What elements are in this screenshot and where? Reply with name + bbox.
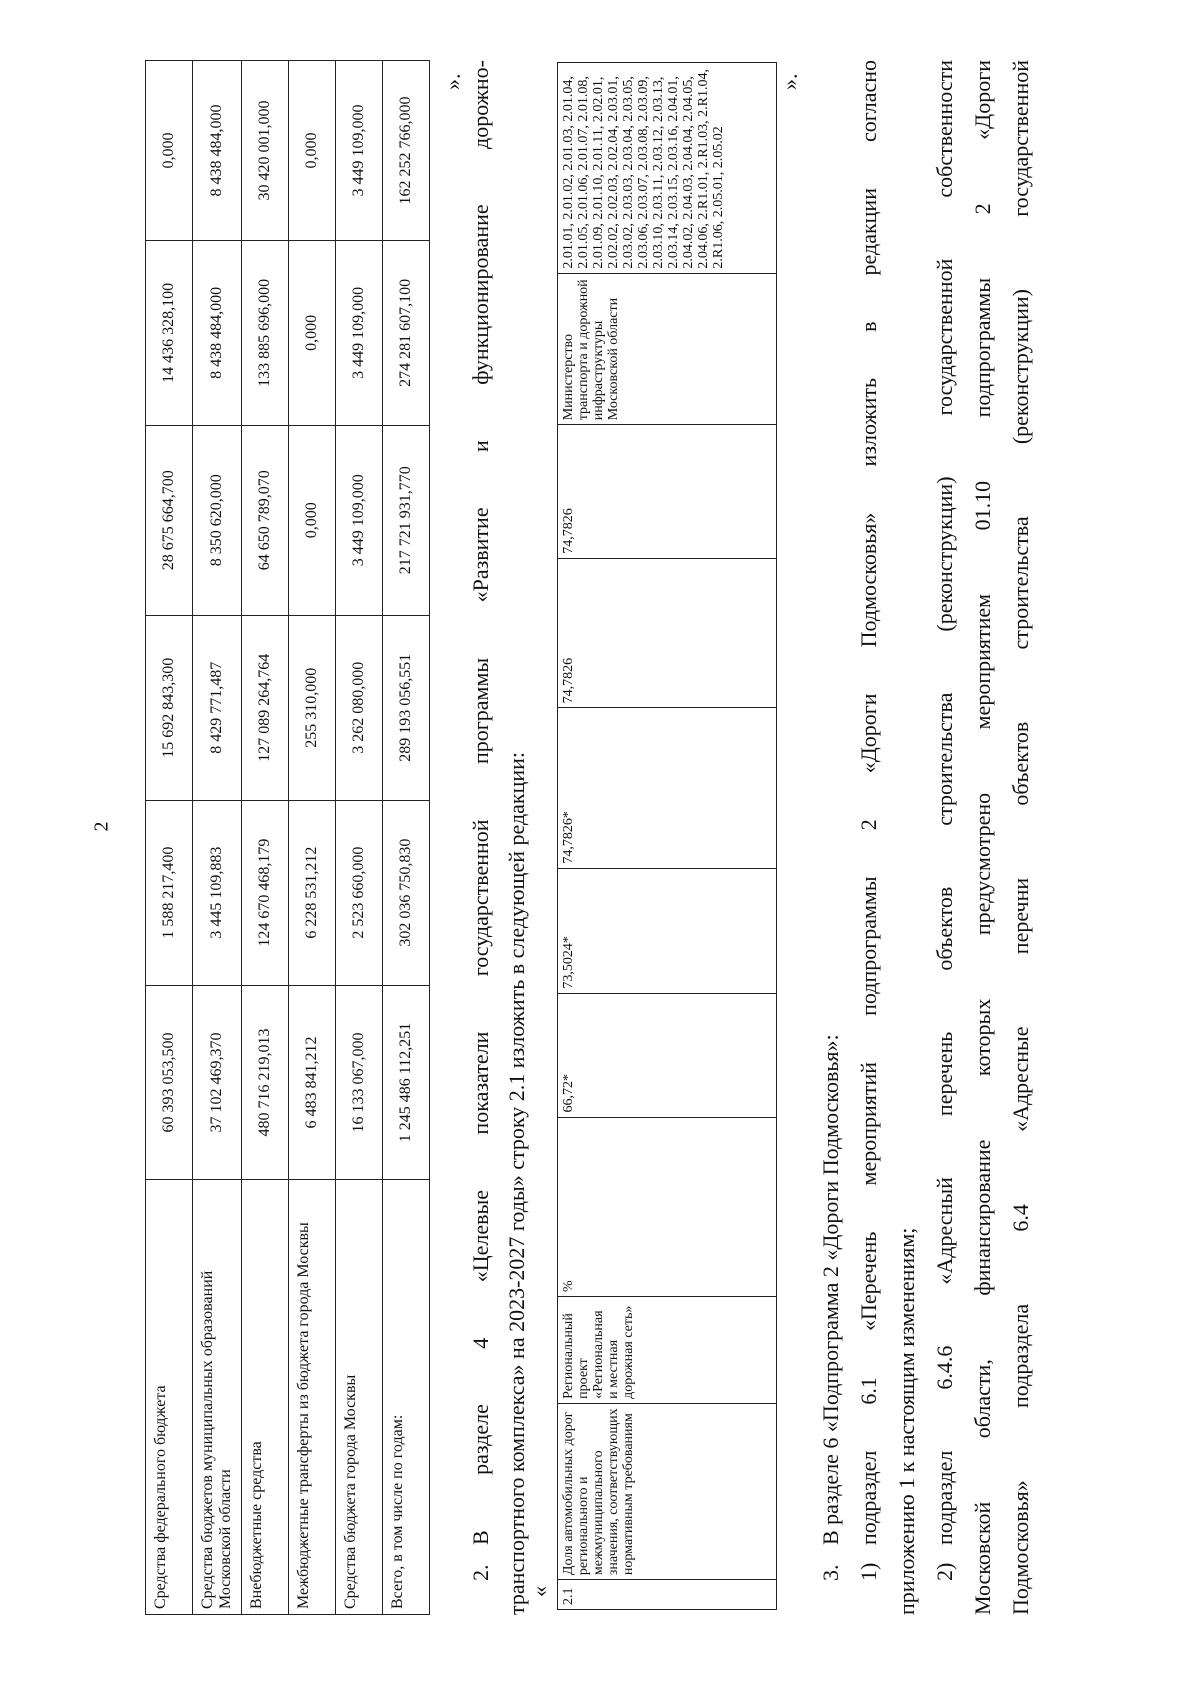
cell-value: 127 089 264,764 bbox=[242, 615, 289, 800]
indicator-type: Региональный проект «Региональная и местная дорожная сеть» bbox=[558, 1297, 777, 1404]
closing-quote: ». bbox=[440, 73, 465, 90]
indicator-2025: 74,7826 bbox=[558, 558, 777, 708]
table-row bbox=[146, 61, 193, 1615]
paragraph-number: 2. bbox=[468, 1564, 493, 1581]
row-label: Внебюджетные средства bbox=[242, 1180, 289, 1615]
table-row bbox=[558, 63, 777, 1610]
cell-value: 480 716 219,013 bbox=[242, 985, 289, 1180]
subparagraph-number: 2) bbox=[932, 1562, 957, 1581]
cell-value: 3 449 109,000 bbox=[336, 240, 383, 425]
cell-value: 16 133 067,000 bbox=[336, 985, 383, 1180]
row-label: Средства федерального бюджета bbox=[146, 1180, 193, 1615]
subparagraph-2-line-1 bbox=[927, 60, 963, 1615]
subparagraph-number: 1) bbox=[856, 1562, 881, 1581]
cell-value: 0,000 bbox=[289, 240, 336, 425]
table-row bbox=[242, 61, 289, 1615]
closing-quote: ». bbox=[777, 73, 802, 90]
row-label: Средства бюджета города Москвы bbox=[336, 1180, 383, 1615]
cell-value: 3 262 080,000 bbox=[336, 615, 383, 800]
row-label: Средства бюджетов муниципальных образований Московской области bbox=[193, 1180, 242, 1615]
table-row bbox=[336, 61, 383, 1615]
cell-value: 15 692 843,300 bbox=[146, 615, 193, 800]
cell-value: 0,000 bbox=[289, 425, 336, 615]
cell-value: 3 445 109,883 bbox=[193, 800, 242, 985]
cell-value: 14 436 328,100 bbox=[146, 240, 193, 425]
indicator-2026: 74,7826 bbox=[558, 425, 777, 559]
cell-value: 6 228 531,212 bbox=[289, 800, 336, 985]
cell-value: 124 670 468,179 bbox=[242, 800, 289, 985]
cell-value: 60 393 053,500 bbox=[146, 985, 193, 1180]
cell-value: 302 036 750,830 bbox=[383, 800, 430, 985]
paragraph-2-line-1 bbox=[463, 60, 499, 1615]
cell-value: 64 650 789,070 bbox=[242, 425, 289, 615]
indicator-2023: 73,5024* bbox=[558, 868, 777, 993]
paragraph-2-line-2: транспортного комплекса» на 2023-2027 годы» строку 2.1 изложить в следующей редакции: bbox=[504, 751, 529, 1615]
indicator-base: 66,72* bbox=[558, 993, 777, 1117]
row-label: Межбюджетные трансферты из бюджета города Москвы bbox=[289, 1180, 336, 1615]
cell-value: 1 588 217,400 bbox=[146, 800, 193, 985]
cell-value: 133 885 696,000 bbox=[242, 240, 289, 425]
cell-value: 274 281 607,100 bbox=[383, 240, 430, 425]
cell-value: 3 449 109,000 bbox=[336, 425, 383, 615]
indicator-activities: 2.01.01, 2.01.02, 2.01.03, 2.01.04, 2.01.05, 2.01.06, 2.01.07, 2.01.08, 2.01.09, 2.01.10, 2.01.11, 2.02.01, 2.02.02, 2.02.03, 2.02.04, 2.03.01, 2.03.02, 2.03.03, 2.03.04, 2.03.05, 2.03.06, 2.03.07, 2.03.08, 2.03.09, 2.03.10, 2.03.11, 2.03.12, 2.03.13, 2.03.14, 2.03.15, 2.03.16, 2.04.01, 2.04.02, 2.04.03, 2.04.04, 2.04.05, 2.04.06, 2.R1.01, 2.R1.03, 2.R1.04, 2.R1.06, 2.05.01, 2.05.02 bbox=[558, 63, 777, 274]
paragraph-text: В разделе 6 «Подпрограмма 2 «Дороги Подмосковья»: bbox=[818, 1034, 843, 1545]
cell-value: 255 310,000 bbox=[289, 615, 336, 800]
cell-value: 37 102 469,370 bbox=[193, 985, 242, 1180]
cell-value: 162 252 766,000 bbox=[383, 61, 430, 241]
paragraph-text: В разделе 4 «Целевые показатели государственной программы «Развитие и функционирование дорожно- bbox=[468, 60, 493, 1545]
paragraph-3 bbox=[813, 60, 849, 1615]
paragraph-number: 3. bbox=[818, 1564, 843, 1581]
subparagraph-text: подраздел 6.1 «Перечень мероприятий подпрограммы 2 «Дороги Подмосковья» изложить в редакции согласно bbox=[856, 60, 881, 1545]
table-row bbox=[383, 61, 430, 1615]
indicator-2024: 74,7826* bbox=[558, 708, 777, 868]
cell-value: 0,000 bbox=[146, 61, 193, 241]
cell-value: 8 350 620,000 bbox=[193, 425, 242, 615]
opening-quote: « bbox=[527, 1586, 552, 1597]
cell-value: 3 449 109,000 bbox=[336, 61, 383, 241]
cell-value: 28 675 664,700 bbox=[146, 425, 193, 615]
cell-value: 8 429 771,487 bbox=[193, 615, 242, 800]
table-row bbox=[289, 61, 336, 1615]
subparagraph-text: подраздел 6.4.6 «Адресный перечень объектов строительства (реконструкции) государственной собственности bbox=[932, 60, 957, 1545]
rotated-document-sheet bbox=[145, 55, 1185, 1615]
indicator-number: 2.1 bbox=[558, 1580, 777, 1610]
cell-value: 8 438 484,000 bbox=[193, 61, 242, 241]
cell-value: 30 420 001,000 bbox=[242, 61, 289, 241]
subparagraph-2-line-3: Подмосковья» подраздела 6.4 «Адресные перечни объектов строительства (реконструкции) государственной bbox=[1008, 60, 1033, 1615]
indicator-unit: % bbox=[558, 1117, 777, 1296]
row-label: Всего, в том числе по годам: bbox=[383, 1180, 430, 1615]
indicator-table bbox=[557, 62, 777, 1610]
cell-value: 2 523 660,000 bbox=[336, 800, 383, 985]
cell-value: 217 721 931,770 bbox=[383, 425, 430, 615]
cell-value: 6 483 841,212 bbox=[289, 985, 336, 1180]
subparagraph-1-line-2: приложению 1 к настоящим изменениям; bbox=[894, 1227, 919, 1615]
page-number: 2 bbox=[90, 821, 113, 832]
cell-value: 8 438 484,000 bbox=[193, 240, 242, 425]
cell-value: 1 245 486 112,251 bbox=[383, 985, 430, 1180]
table-row bbox=[193, 61, 242, 1615]
indicator-responsible: Министерство транспорта и дорожной инфраструктуры Московской области bbox=[558, 273, 777, 425]
financing-table bbox=[145, 60, 430, 1615]
cell-value: 289 193 056,551 bbox=[383, 615, 430, 800]
cell-value: 0,000 bbox=[289, 61, 336, 241]
subparagraph-2-line-2: Московской области, финансирование которых предусмотрено мероприятием 01.10 подпрограммы 2 «Дороги bbox=[970, 60, 995, 1615]
subparagraph-1-line-1 bbox=[851, 60, 887, 1615]
indicator-name: Доля автомобильных дорог регионального и межмуниципального значения, соответствующих нормативным требованиям bbox=[558, 1403, 777, 1579]
